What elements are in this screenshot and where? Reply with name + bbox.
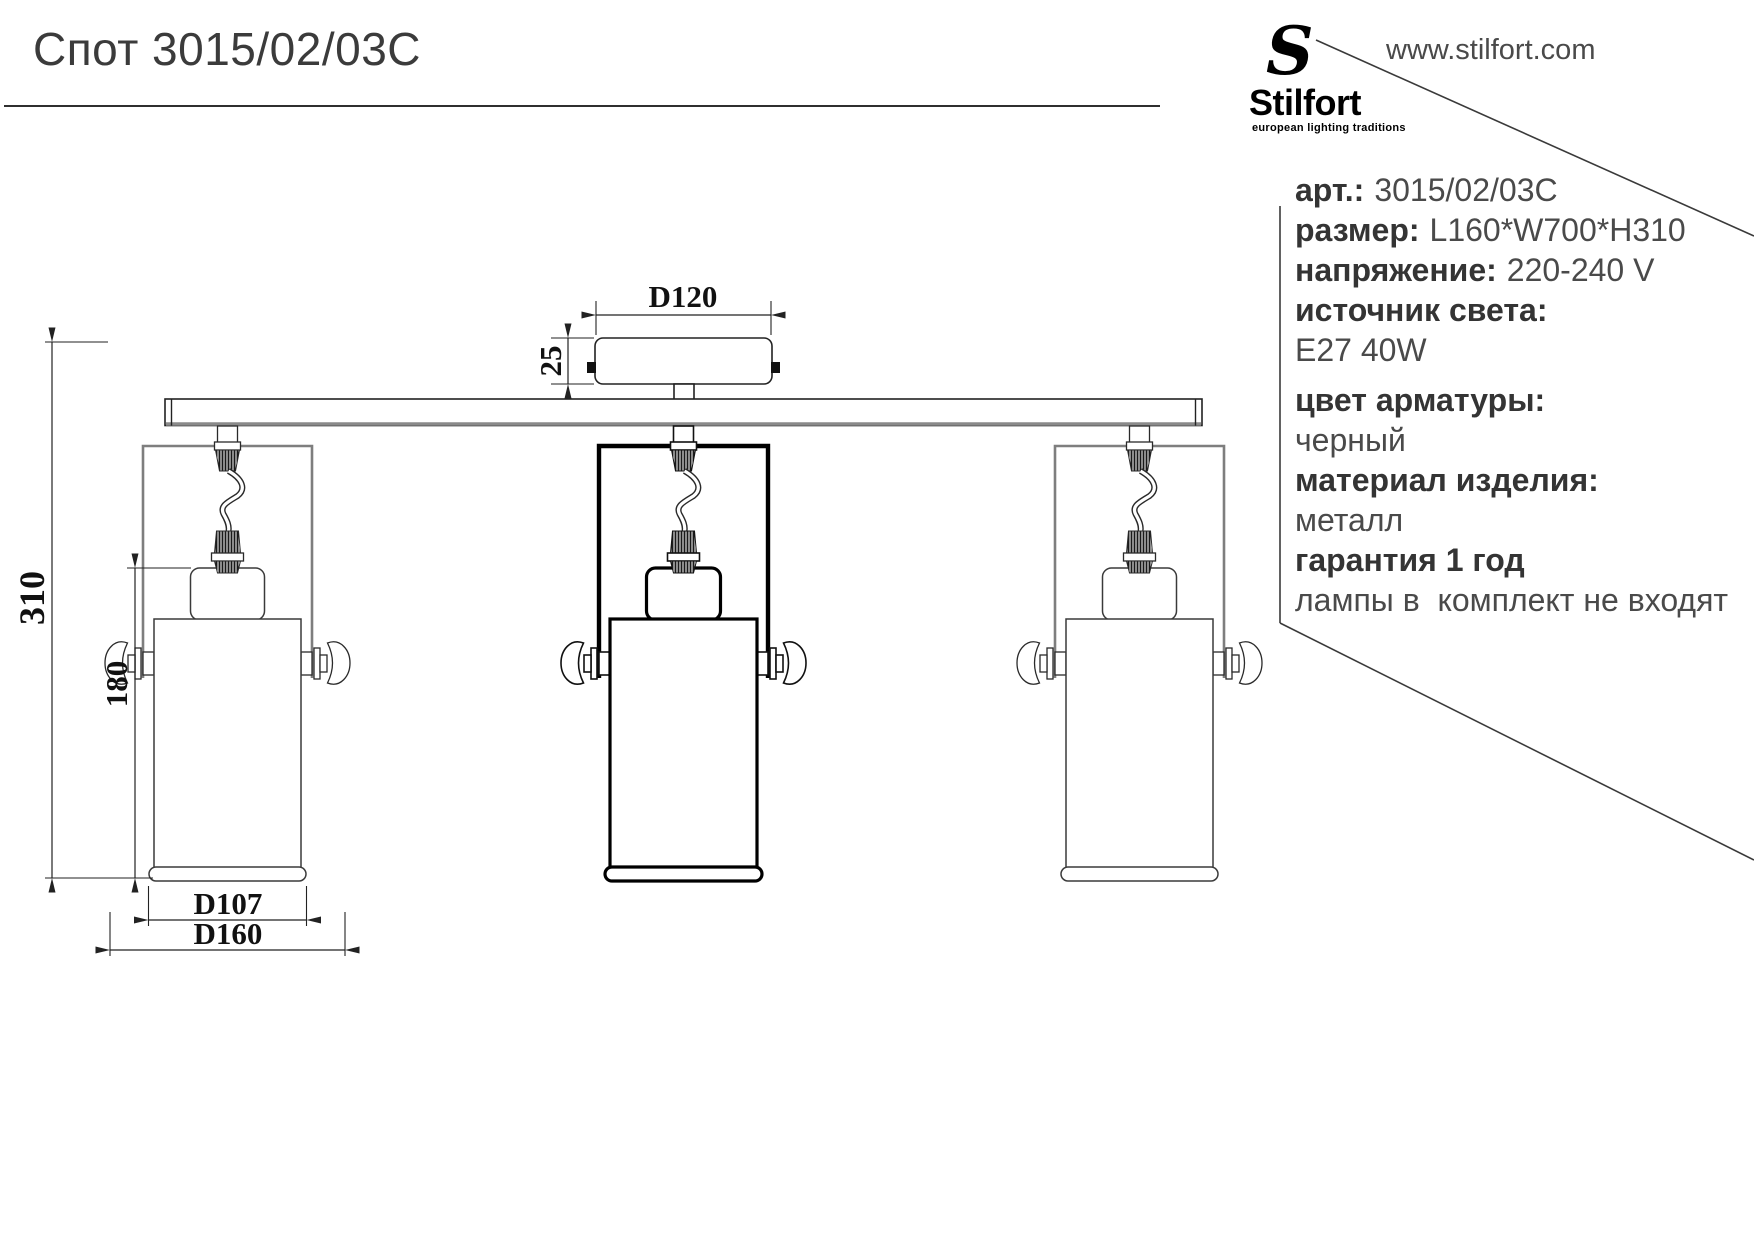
stilfort-wordmark: Stilfort: [1249, 82, 1361, 123]
dimension-canopy-diameter: [596, 279, 771, 335]
spec-row-color-value: черный: [1295, 422, 1406, 458]
dimension-overall-diameter: [110, 912, 345, 956]
dim-label-310: 310: [12, 571, 52, 625]
stilfort-logo-mark: S: [1266, 12, 1314, 90]
ceiling-canopy: [587, 338, 780, 400]
spec-row-size: размер: L160*W700*H310: [1295, 212, 1686, 248]
page-title: Спот 3015/02/03C: [33, 23, 421, 75]
dim-label-d160: D160: [193, 916, 263, 951]
spec-row-voltage: напряжение: 220-240 V: [1295, 252, 1655, 288]
spec-row-lamps-note: лампы в комплект не входят: [1295, 582, 1729, 618]
dim-label-d107: D107: [193, 886, 263, 921]
decorative-diagonals: [1280, 40, 1754, 860]
spotlight-right: [1017, 426, 1262, 881]
dimension-canopy-height: [533, 338, 594, 384]
spec-row-material-label: материал изделия:: [1295, 462, 1599, 498]
spec-row-warranty: гарантия 1 год: [1295, 542, 1525, 578]
spec-row-color-label: цвет арматуры:: [1295, 382, 1546, 418]
spec-row-lightsource-label: источник света:: [1295, 292, 1548, 328]
spec-row-art: арт.: 3015/02/03C: [1295, 172, 1558, 208]
website-url: www.stilfort.com: [1386, 34, 1596, 66]
stilfort-tagline: european lighting traditions: [1252, 122, 1406, 134]
dim-label-d120: D120: [648, 279, 718, 314]
canopy-screw-left: [587, 362, 596, 373]
canopy-screw-right: [771, 362, 780, 373]
track-bar: [165, 399, 1202, 426]
dim-label-180: 180: [99, 660, 134, 708]
dim-label-25: 25: [533, 345, 568, 377]
dimension-total-height: [12, 342, 153, 878]
spotlight-left: [105, 426, 350, 881]
spec-row-lightsource-value: E27 40W: [1295, 332, 1427, 368]
spec-row-material-value: металл: [1295, 502, 1404, 538]
spotlight-middle: [561, 426, 806, 881]
